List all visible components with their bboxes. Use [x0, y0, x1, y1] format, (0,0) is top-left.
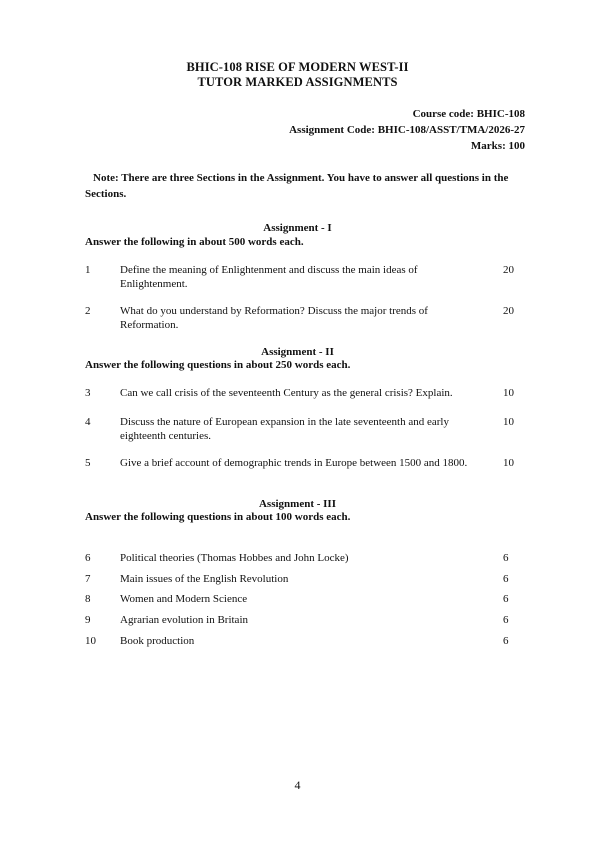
course-code: Course code: BHIC-108	[412, 108, 525, 120]
question-marks: 10	[503, 387, 514, 399]
section-title-1: Assignment - I	[263, 222, 332, 234]
question-text: Political theories (Thomas Hobbes and John Locke)	[120, 552, 349, 564]
question-text: Discuss the nature of European expansion in the late seventeenth and early eighteenth centuries.	[120, 416, 449, 442]
question-marks: 6	[503, 573, 509, 585]
question-marks: 6	[503, 552, 509, 564]
question-marks: 10	[503, 416, 514, 428]
question-marks: 10	[503, 457, 514, 469]
question-number: 8	[85, 593, 91, 605]
question-number: 2	[85, 305, 91, 317]
question-marks: 20	[503, 305, 514, 317]
question-number: 7	[85, 573, 91, 585]
question-marks: 6	[503, 593, 509, 605]
instructions-note: Note: There are three Sections in the Assignment. You have to answer all questions in the Sections.	[85, 172, 509, 200]
question-marks: 6	[503, 635, 509, 647]
question-number: 10	[85, 635, 96, 647]
question-text: Agrarian evolution in Britain	[120, 614, 248, 626]
question-text: Define the meaning of Enlightenment and discuss the main ideas of Enlightenment.	[120, 264, 418, 290]
assignment-code: Assignment Code: BHIC-108/ASST/TMA/2026-27	[289, 124, 525, 136]
question-number: 5	[85, 457, 91, 469]
total-marks: Marks: 100	[470, 140, 525, 152]
section-title-2: Assignment - II	[261, 346, 334, 358]
question-text: Main issues of the English Revolution	[120, 573, 289, 585]
question-number: 9	[85, 614, 91, 626]
question-number: 3	[85, 387, 91, 399]
question-marks: 20	[503, 264, 514, 276]
document-title: BHIC-108 RISE OF MODERN WEST-II	[186, 60, 409, 74]
question-number: 1	[85, 264, 91, 276]
section-instruction-2: Answer the following questions in about 250 words each.	[85, 359, 351, 371]
section-instruction-3: Answer the following questions in about 100 words each.	[85, 511, 351, 523]
section-instruction-1: Answer the following in about 500 words each.	[85, 236, 304, 248]
question-number: 6	[85, 552, 91, 564]
question-text: Book production	[120, 635, 195, 647]
document-subtitle: TUTOR MARKED ASSIGNMENTS	[197, 75, 398, 89]
question-number: 4	[85, 416, 91, 428]
question-text: Can we call crisis of the seventeenth Century as the general crisis? Explain.	[120, 387, 453, 399]
section-title-3: Assignment - III	[258, 498, 336, 510]
question-text: Women and Modern Science	[120, 593, 248, 605]
question-text: Give a brief account of demographic trends in Europe between 1500 and 1800.	[120, 457, 468, 469]
question-marks: 6	[503, 614, 509, 626]
page-number: 4	[294, 778, 301, 792]
question-text: What do you understand by Reformation? Discuss the major trends of Reformation.	[120, 305, 428, 331]
